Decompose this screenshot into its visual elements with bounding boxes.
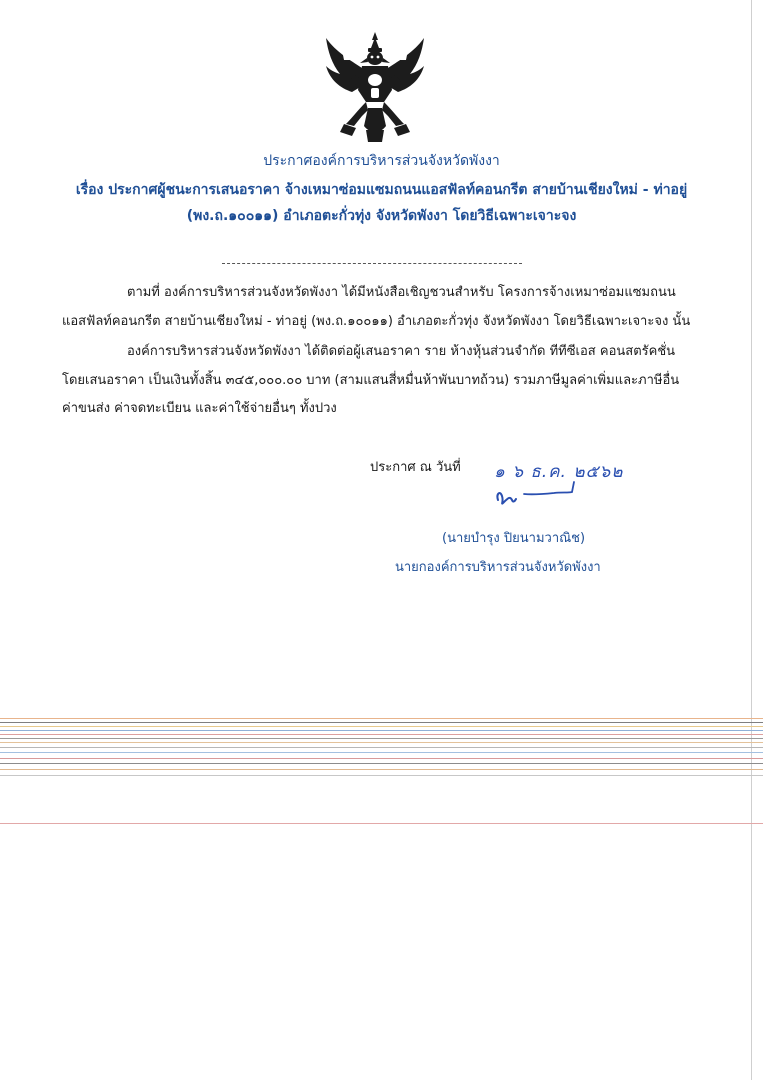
document-title: ประกาศองค์การบริหารส่วนจังหวัดพังงา — [263, 153, 500, 169]
signer-position: นายกองค์การบริหารส่วนจังหวัดพังงา — [395, 560, 601, 575]
document-subject-cont: (พง.ถ.๑๐๐๑๑) อำเภอตะกั่วทุ่ง จังหวัดพังงา โดยวิธีเฉพาะเจาะจง — [186, 208, 577, 224]
body-line-5: ค่าขนส่ง ค่าจดทะเบียน และค่าใช้จ่ายอื่นๆ ทั้งปวง — [62, 401, 337, 416]
document-subject: เรื่อง ประกาศผู้ชนะการเสนอราคา จ้างเหมาซ่อมแซมถนนแอสฟัลท์คอนกรีต สายบ้านเชียงใหม่ - ท่าอยู่ — [75, 182, 688, 198]
scan-artifact-stripes — [0, 715, 763, 825]
announce-date-label: ประกาศ ณ วันที่ — [370, 460, 461, 475]
divider — [222, 263, 522, 264]
body-line-2: แอสฟัลท์คอนกรีต สายบ้านเชียงใหม่ - ท่าอยู่ (พง.ถ.๑๐๐๑๑) อำเภอตะกั่วทุ่ง จังหวัดพังงา โดยวิธีเฉพาะเจาะจง นั้น — [62, 314, 691, 329]
body-line-4: โดยเสนอราคา เป็นเงินทั้งสิ้น ๓๔๕,๐๐๐.๐๐ บาท (สามแสนสี่หมื่นห้าพันบาทถ้วน) รวมภาษีมูลค่าเพิ่มและภาษีอื่น — [62, 373, 680, 388]
signer-name: (นายบำรุง ปิยนามวาณิช) — [442, 531, 586, 546]
signature-icon — [484, 478, 584, 512]
body-line-1: ตามที่ องค์การบริหารส่วนจังหวัดพังงา ได้มีหนังสือเชิญชวนสำหรับ โครงการจ้างเหมาซ่อมแซมถนน — [127, 285, 676, 300]
handwritten-date: ๑ ๖ ธ.ค. ๒๕๖๒ — [494, 462, 624, 482]
body-line-3: องค์การบริหารส่วนจังหวัดพังงา ได้ติดต่อผู้เสนอราคา ราย ห้างหุ้นส่วนจำกัด ทีทีซีเอส คอนสตรัคชั่น — [127, 344, 676, 359]
garuda-emblem-icon — [322, 30, 428, 145]
